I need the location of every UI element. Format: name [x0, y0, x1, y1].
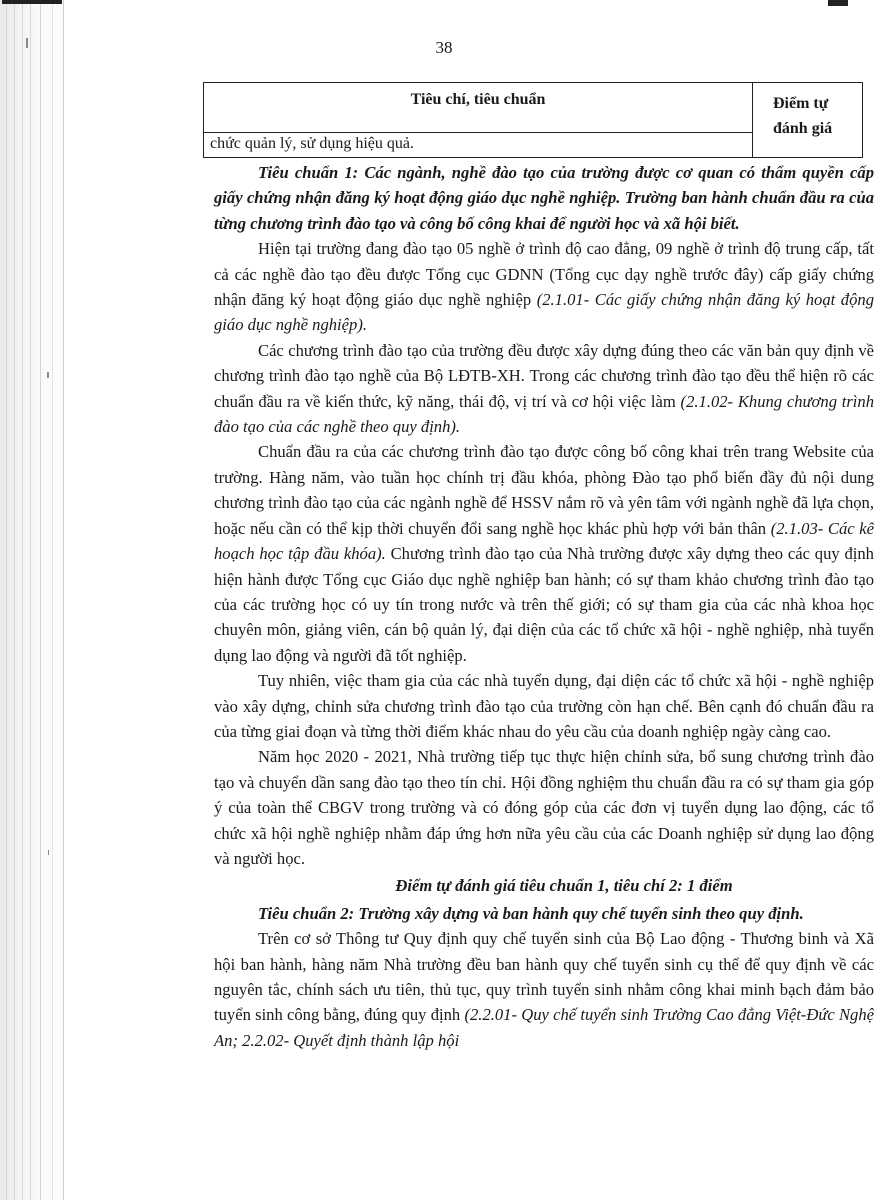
- paragraph-text: Hiện tại trường đang đào tạo 05 nghề ở trình độ cao đẳng, 09 nghề ở trình độ trung cấp, tất cả các nghề đào tạo đều được Tổng cục GDNN (Tổng cục dạy nghề trước đây) cấp giấy chứng nhận đăng ký hoạt động giáo dục nghề nghiệp: [214, 239, 874, 310]
- scan-speck: [47, 372, 49, 378]
- standard2-paragraph-1: [214, 926, 874, 1053]
- paragraph-text: Chuẩn đầu ra của các chương trình đào tạo được công bố công khai trên trang Website của trường. Hàng năm, vào tuần học chính trị đầu khóa, phòng Đào tạo phổ biến đầy đủ nội dung chương trình đào tạo của các ngành nghề để HSSV nắm rõ và yên tâm với ngành nghề đã lựa chọn, hoặc nếu cần có thể kịp thời chuyển đổi sang nghề học khác phù hợp với bản thân: [214, 442, 874, 538]
- standard1-paragraph-1: [214, 236, 874, 338]
- standard1-paragraph-5: Năm học 2020 - 2021, Nhà trường tiếp tục thực hiện chỉnh sửa, bổ sung chương trình đào tạo và chuyển dần sang đào tạo theo tín chỉ. Hội đồng nghiệm thu chuẩn đầu ra có sự tham gia góp ý của toàn thể CBGV trong trường và có đóng góp của các đơn vị tuyển dụng lao động, các tổ chức xã hội nghề nghiệp nhằm đáp ứng hơn nữa yêu cầu của các Doanh nghiệp sử dụng lao động và người học.: [214, 747, 874, 868]
- score-header: [753, 83, 863, 158]
- scan-corner-mark: [828, 0, 848, 6]
- scan-speck: [48, 850, 49, 855]
- standard1-paragraph-4: Tuy nhiên, việc tham gia của các nhà tuyển dụng, đại diện các tổ chức xã hội - nghề nghiệp vào xây dựng, chỉnh sửa chương trình đào tạo của trường còn hạn chế. Bên cạnh đó chuẩn đầu ra của từng giai đoạn và từng thời điểm khác nhau do yêu cầu của doanh nghiệp ngày càng cao.: [214, 671, 874, 741]
- standard1-paragraph-3: [214, 439, 874, 668]
- standard1-paragraph-2: [214, 338, 874, 440]
- page-number: 38: [435, 38, 453, 57]
- book-binding-edge: [0, 0, 64, 1200]
- standard1-heading: Tiêu chuẩn 1: Các ngành, nghề đào tạo của trường được cơ quan có thẩm quyền cấp giấy chứng nhận đăng ký hoạt động giáo dục nghề nghiệp. Trường ban hành chuẩn đầu ra của từng chương trình đào tạo và công bố công khai để người học và xã hội biết.: [214, 163, 874, 233]
- score-header-line1: Điểm tự: [773, 95, 829, 112]
- self-assessment-score: Điểm tự đánh giá tiêu chuẩn 1, tiêu chí 2: 1 điểm: [395, 876, 733, 896]
- paragraph-text: Các chương trình đào tạo của trường đều được xây dựng đúng theo các văn bản quy định về chương trình đào tạo nghề của Bộ LĐTB-XH. Trong các chương trình đào tạo đều thể hiện rõ các chuẩn đầu ra về kiến thức, kỹ năng, thái độ, vị trí và cơ hội việc làm: [214, 340, 874, 411]
- standard2-heading: Tiêu chuẩn 2: Trường xây dựng và ban hành quy chế tuyển sinh theo quy định.: [258, 903, 804, 923]
- criteria-table: [203, 82, 863, 158]
- criteria-header: Tiêu chí, tiêu chuẩn: [204, 83, 753, 133]
- criteria-row-text: chức quản lý, sử dụng hiệu quả.: [204, 133, 753, 158]
- score-header-line2: đánh giá: [773, 120, 833, 137]
- scan-edge-mark: [2, 0, 62, 4]
- evidence-reference: (2.1.01- Các giấy chứng nhận đăng ký hoạt động giáo dục nghề nghiệp).: [214, 290, 874, 335]
- evidence-reference: (2.1.03- Các kế hoạch học tập đầu khóa).: [214, 518, 874, 564]
- evidence-reference: (2.2.01- Quy chế tuyển sinh Trường Cao đẳng Việt-Đức Nghệ An; 2.2.02- Quyết định thành lập hội: [214, 1005, 874, 1050]
- document-body: [214, 160, 874, 1053]
- paragraph-text: Trên cơ sở Thông tư Quy định quy chế tuyển sinh của Bộ Lao động - Thương binh và Xã hội ban hành, hàng năm Nhà trường đều ban hành quy chế tuyển sinh cụ thể để quy định về các nguyên tắc, chính sách ưu tiên, thủ tục, quy trình tuyển sinh nhằm công khai minh bạch đảm bảo tuyển sinh công bằng, đúng quy định: [214, 929, 874, 1025]
- paragraph-text-continued: Chương trình đào tạo của Nhà trường được xây dựng theo các quy định hiện hành được Tổng cục Giáo dục nghề nghiệp ban hành; có sự tham khảo chương trình đào tạo của các trường học có uy tín trong nước và trên thế giới; có sự tham gia của các nhà khoa học chuyên môn, giảng viên, cán bộ quản lý, đại diện của các tổ chức xã hội - nghề nghiệp, nhà tuyển dụng lao động và người đã tốt nghiệp.: [214, 544, 874, 665]
- evidence-reference: (2.1.02- Khung chương trình đào tạo của các nghề theo quy định).: [214, 391, 874, 437]
